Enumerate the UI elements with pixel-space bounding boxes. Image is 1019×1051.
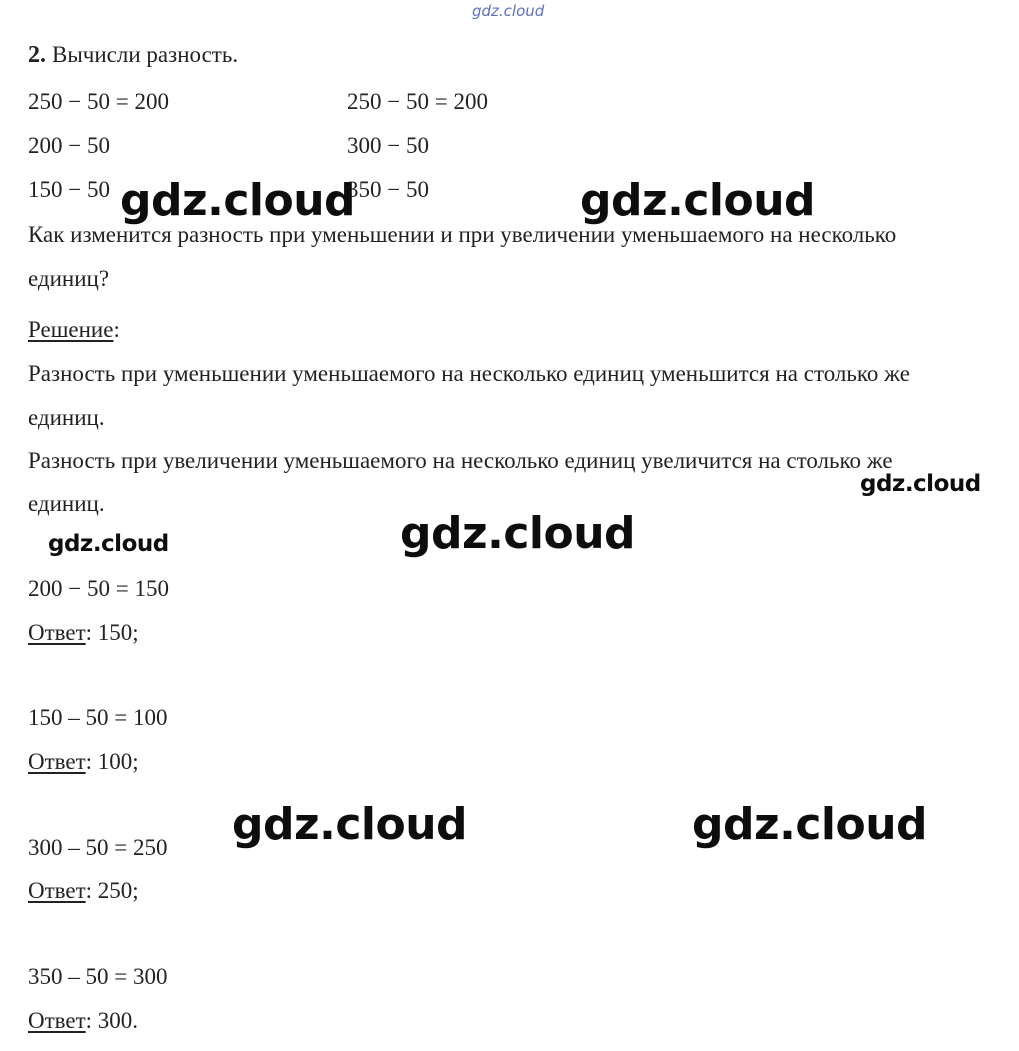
answer-4-value: : 300. <box>85 1008 139 1033</box>
watermark: gdz.cloud <box>692 799 928 850</box>
answer-1 <box>28 620 139 646</box>
answer-3 <box>28 878 139 904</box>
answer-4 <box>28 1008 138 1034</box>
solution-p1-line-2: единиц. <box>28 405 105 430</box>
watermark: gdz.cloud <box>860 471 981 497</box>
solution-label: Решение <box>28 317 114 342</box>
expression-left-3: 150 − 50 <box>28 177 110 202</box>
expression-right-1: 250 − 50 = 200 <box>347 89 488 114</box>
answer-3-label: Ответ <box>28 878 86 903</box>
solution-heading <box>28 317 120 343</box>
task-number: 2. <box>28 42 46 68</box>
answer-1-expression: 200 − 50 = 150 <box>28 576 169 601</box>
task-header <box>28 42 238 68</box>
task-title: Вычисли разность. <box>52 42 239 67</box>
watermark: gdz.cloud <box>580 175 816 226</box>
answer-4-expression: 350 – 50 = 300 <box>28 964 168 989</box>
answer-2-value: : 100; <box>85 749 139 774</box>
solution-p2-line-2: единиц. <box>28 491 105 516</box>
answer-2-label: Ответ <box>28 749 86 774</box>
expression-left-2: 200 − 50 <box>28 133 110 158</box>
answer-4-label: Ответ <box>28 1008 86 1033</box>
watermark: gdz.cloud <box>120 175 356 226</box>
answer-3-value: : 250; <box>85 878 139 903</box>
expression-right-2: 300 − 50 <box>347 133 429 158</box>
watermark: gdz.cloud <box>48 531 169 557</box>
answer-1-value: : 150; <box>85 620 139 645</box>
expression-right-3: 350 − 50 <box>347 177 429 202</box>
question-line-1: Как изменится разность при уменьшении и при увеличении уменьшаемого на несколько <box>28 222 897 247</box>
answer-2-expression: 150 – 50 = 100 <box>28 705 168 730</box>
watermark: gdz.cloud <box>232 799 468 850</box>
watermark-top: gdz.cloud <box>472 2 545 20</box>
watermark: gdz.cloud <box>400 508 636 559</box>
expression-left-1: 250 − 50 = 200 <box>28 89 169 114</box>
answer-1-label: Ответ <box>28 620 86 645</box>
solution-colon: : <box>113 317 120 342</box>
answer-2 <box>28 749 139 775</box>
question-line-2: единиц? <box>28 266 110 291</box>
answer-3-expression: 300 – 50 = 250 <box>28 835 168 860</box>
solution-p2-line-1: Разность при увеличении уменьшаемого на несколько единиц увеличится на столько же <box>28 448 893 473</box>
solution-p1-line-1: Разность при уменьшении уменьшаемого на несколько единиц уменьшится на столько же <box>28 361 910 386</box>
